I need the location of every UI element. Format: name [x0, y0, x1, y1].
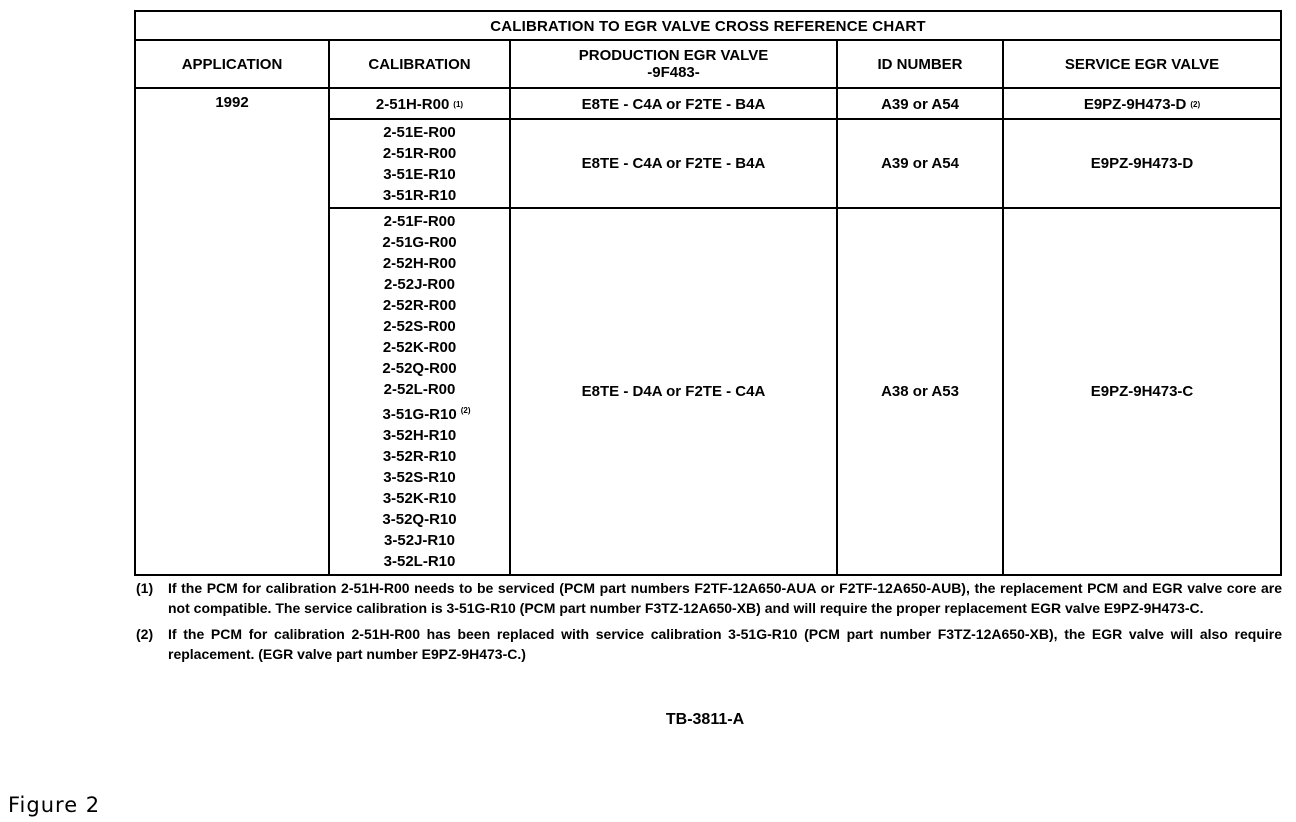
- footnote-2-mark: (2): [136, 626, 154, 642]
- calibration-value: 2-51G-R00: [382, 234, 457, 251]
- row3-service: E9PZ-9H473-C: [1090, 383, 1194, 400]
- calibration-value: 3-52R-R10: [382, 448, 457, 465]
- application-value: 1992: [215, 93, 249, 111]
- footnote-2: [136, 624, 1282, 664]
- footnote-1-text: If the PCM for calibration 2-51H-R00 needs to be serviced (PCM part numbers F2TF-12A650-AUA or F2TF-12A650-AUB), the replacement PCM and EGR valve core are not compatible. The service calibration is 3-51G-R10 (PCM part number F3TZ-12A650-XB) and will require the proper replacement EGR valve E9PZ-9H473-C.: [168, 580, 1282, 616]
- footnote-marker: (2): [1190, 99, 1201, 109]
- calibration-value: 2-52K-R00: [382, 339, 457, 356]
- footnote-marker: (2): [460, 406, 471, 415]
- calibration-value: 2-51E-R00: [383, 124, 456, 141]
- rule-header-bottom: [136, 87, 1280, 89]
- footnote-1: [136, 578, 1282, 618]
- calibration-value: 2-52Q-R00: [382, 360, 457, 377]
- row2-calibrations: [330, 122, 509, 206]
- header-service-egr-valve: SERVICE EGR VALVE: [1064, 55, 1220, 73]
- header-production-line2: -9F483-: [647, 64, 700, 81]
- footnote-1-mark: (1): [136, 580, 154, 596]
- footnotes: [136, 578, 1282, 670]
- footnote-2-text: If the PCM for calibration 2-51H-R00 has been replaced with service calibration 3-51G-R10 (PCM part number F3TZ-12A650-XB), the EGR valve will also require replacement. (EGR valve part number E9PZ-9H473-C.): [168, 626, 1282, 662]
- calibration-value: 3-51R-R10: [382, 187, 457, 204]
- header-production-egr-valve: [511, 41, 836, 87]
- calibration-value: 2-51H-R00: [375, 95, 450, 113]
- calibration-value: 3-52L-R10: [383, 553, 456, 570]
- calibration-value: 2-52J-R00: [384, 276, 455, 293]
- calibration-value: 3-51E-R10: [383, 166, 456, 183]
- calibration-value: 3-51G-R10: [382, 406, 457, 423]
- row2-production: E8TE - C4A or F2TE - B4A: [581, 154, 766, 172]
- calibration-value: 2-52R-R00: [382, 297, 457, 314]
- service-value: E9PZ-9H473-D: [1083, 95, 1187, 113]
- calibration-value: 3-52H-R10: [382, 427, 457, 444]
- calibration-value: 3-52K-R10: [382, 490, 457, 507]
- header-calibration: CALIBRATION: [368, 55, 471, 73]
- header-production-line1: PRODUCTION EGR VALVE: [578, 47, 769, 64]
- calibration-value-with-footnote: [369, 400, 471, 425]
- chart-title: CALIBRATION TO EGR VALVE CROSS REFERENCE CHART: [490, 17, 926, 35]
- row1-production: E8TE - C4A or F2TE - B4A: [581, 95, 766, 113]
- calibration-value: 2-52H-R00: [382, 255, 457, 272]
- document-code: TB-3811-A: [665, 711, 745, 728]
- row3-production: E8TE - D4A or F2TE - C4A: [581, 383, 766, 400]
- header-id-number: ID NUMBER: [877, 55, 963, 73]
- footnote-marker: (1): [453, 99, 464, 109]
- row2-service: E9PZ-9H473-D: [1090, 154, 1194, 172]
- row3-id-number: A38 or A53: [881, 383, 959, 400]
- calibration-value: 2-51R-R00: [382, 145, 457, 162]
- row3-calibrations: [330, 211, 509, 571]
- calibration-value: 2-52S-R00: [383, 318, 456, 335]
- calibration-value: 2-52L-R00: [383, 381, 456, 398]
- figure-label: Figure 2: [8, 793, 101, 817]
- calibration-value: 2-51F-R00: [383, 213, 456, 230]
- row1-id-number: A39 or A54: [881, 95, 959, 113]
- calibration-value: 3-52J-R10: [384, 532, 455, 549]
- row2-id-number: A39 or A54: [881, 154, 959, 172]
- row1-calibration: [330, 91, 509, 117]
- row1-service: [1004, 91, 1280, 117]
- calibration-value: 3-52Q-R10: [382, 511, 457, 528]
- cross-reference-chart: [134, 10, 1282, 576]
- calibration-value: 3-52S-R10: [383, 469, 456, 486]
- header-application: APPLICATION: [181, 55, 283, 73]
